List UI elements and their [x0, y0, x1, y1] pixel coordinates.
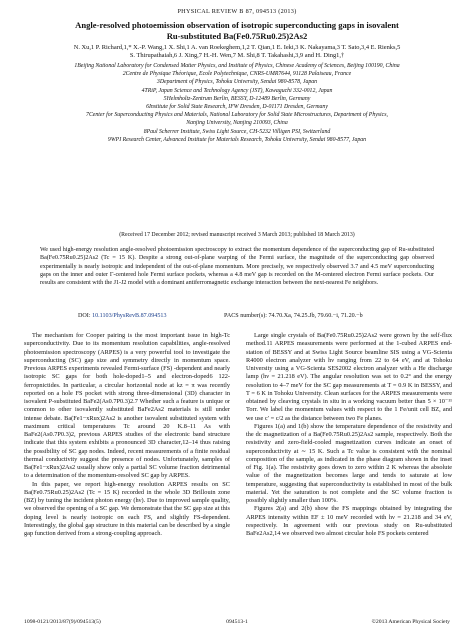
- footer-page-number: 094513-1: [226, 619, 248, 625]
- body-paragraph: Figures 1(a) and 1(b) show the temperature dependence of the resistivity and the dc magnetization of a Ba(Fe0.75Ru0.25)2As2 sample, respectively. Both the resistivity and zero-field-cooled magnetization curves indicate an onset of superconductivity at ∼ 15 K. Such a Tc value is consistent with the nominal composition of the sample, as indicated in the phase diagram shown in the inset of Fig. 1(a). The resistivity goes down to zero within 2 K whereas the absolute value of the magnetization becomes large and tends to saturate at low temperature, suggesting that superconductivity is established in most of the bulk material. Yet the saturation is not complete and the SC volume fraction is possibly slightly smaller than 100%.: [246, 422, 452, 504]
- title-line-1: Angle-resolved photoemission observation of isotropic superconducting gaps in isovalent: [75, 20, 399, 30]
- affiliation: 6Institute for Solid State Research, IFW Dresden, D-01171 Dresden, Germany: [146, 104, 328, 111]
- affiliation: 7Center for Superconducting Physics and Materials, National Laboratory for Solid State Microstructures, Department of Physics,: [86, 112, 388, 119]
- affiliation: 4TRiP, Japan Science and Technology Agency (JST), Kawaguchi 332-0012, Japan: [141, 87, 333, 94]
- affiliation: 9WPI Research Center, Advanced Institute for Materials Research, Tohoku University, Sendai 980-8577, Japan: [107, 136, 367, 143]
- body-paragraph: The mechanism for Cooper pairing is the most important issue in high-Tc superconductivity. Due to its momentum resolution capabilities, angle-resolved photoemission spectroscopy (ARPES) is a very powerful tool to investigate the superconducting (SC) gap size and symmetry directly in momentum space. Previous ARPES experiments revealed Fermi-surface (FS) -dependent and nearly isotropic SC gaps for both hole-doped1–5 and electron-doped6 122-ferropnictides. In particular, a circular horizontal node at kz = π was recently reported on a hole FS pocket with strong three-dimensional (3D) character in isovalent P-substituted BaFe2(As0.7P0.3)2.7 Whether such a feature is unique or common to other isovalently substituted BaFe2As2 materials is still under intense debate. Ba(Fe1−xRux)2As2 is another isovalent substituted system with maximum critical temperatures Tc around 20 K.8–11 As with BaFe2(As0.7P0.3)2, previous ARPES studies of the electronic band structure indicate that this system exhibits a pronounced 3D character,12–14 thus raising the possibility of SC gap nodes. Indeed, recent measurements of a finite residual thermal conductivity suggest the presence of nodes. Unfortunately, samples of Ba(Fe1−xRux)2As2 usually show only a partial SC volume fraction detrimental to a determination of the momentum-resolved SC gap by ARPES.: [24, 332, 230, 480]
- affiliation: Nanjing University, Nanjing 210093, China: [186, 120, 288, 127]
- authors-line-2: S. Thirupathaiah,6 J. Xing,7 H.-H. Wen,7 M. Shi,8 T. Takahashi,3,9 and H. Ding1,†: [129, 52, 345, 60]
- abstract: We used high-energy resolution angle-resolved photoemission spectroscopy to extract the momentum dependence of the superconducting gap of Ru-substituted Ba(Fe0.75Ru0.25)2As2 (Tc = 15 K). Despite a strong out-of-plane warping of the Fermi surface, the magnitude of the superconducting gap observed experimentally is nearly isotropic and independent of the out-of-plane momentum. More precisely, we respectively observed 3.7 and 4.5 meV superconducting gaps on the inner and outer Γ-centered hole Fermi surface pockets, whereas a 4.8 meV gap is recorded on the M-centered electron Fermi surface pockets. Our results are consistent with the J1-J2 model with a dominant antiferromagnetic exchange interaction between the next-nearest Fe neighbors.: [40, 247, 434, 287]
- authors-line-1: N. Xu,1 P. Richard,1,* X.-P. Wang,1 X. Shi,1 A. van Roekeghem,1,2 T. Qian,1 E. Ieki,3 K. Nakayama,3 T. Sato,3,4 E. Rienks,5: [73, 44, 401, 51]
- right-column: [246, 332, 452, 538]
- received-dates: (Received 17 December 2012; revised manuscript received 3 March 2013; published 18 March 2013): [119, 232, 355, 238]
- left-column: [24, 332, 230, 538]
- affiliations: [22, 62, 452, 144]
- body-paragraph: Figures 2(a) and 2(b) show the FS mappings obtained by integrating the ARPES intensity within EF ± 10 meV recorded with hν = 21.218 and 34 eV, respectively. In agreement with our previous study on Ru-substituted BaFe2As2,14 we observed two almost circular hole FS pockets centered: [246, 505, 452, 537]
- affiliation: 2Centre de Physique Théorique, Ecole Polytechnique, CNRS-UMR7644, 91128 Palaiseau, France: [122, 71, 352, 78]
- body-paragraph: In this paper, we report high-energy resolution ARPES results on SC Ba(Fe0.75Ru0.25)2As2 (Tc = 15 K) recorded in the whole 3D Brillouin zone (BZ) by tuning the incident photon energy (hν). Due to improved sample quality, we observed the opening of a SC gap. We demonstrate that the SC gap size at this doping level is nearly isotropic on each FS, and slightly FS-dependent. Interestingly, the global gap structure in this material can be described by a single gap function derived from a strong-coupling approach.: [24, 480, 230, 537]
- affiliation: 5Helmholtz-Zentrum Berlin, BESSY, D-12489 Berlin, Germany: [163, 95, 311, 102]
- doi-label: DOI:: [78, 313, 93, 319]
- paper-title: [30, 20, 444, 42]
- footer-copyright: ©2013 American Physical Society: [371, 619, 450, 625]
- doi-line: [78, 313, 167, 319]
- pacs-numbers: PACS number(s): 74.70.Xa, 74.25.Jb, 79.60.−i, 71.20.−b: [224, 313, 363, 319]
- body-paragraph: Large single crystals of Ba(Fe0.75Ru0.25)2As2 were grown by the self-flux method.11 ARPES measurements were performed at the 1-cubed ARPES end-station of BESSY and at Swiss Light Source beamline SIS using a VG-Scienta R4000 electron analyzer with hν ranging from 22 to 64 eV, and at Tohoku University using a VG-Scienta SES2002 electron analyzer with a He discharge lamp (hν = 21.218 eV). The angular resolution was set to 0.2° and the energy resolution to 4–7 meV for the SC gap measurements at T = 0.9 K in BESSY, and T = 6 K in Tohoku University. Clean surfaces for the ARPES measurements were obtained by cleaving crystals in situ in a working vacuum better than 5 × 10⁻¹¹ Torr. We label the momentum values with respect to the 1 Fe/unit cell BZ, and we use c′ = c/2 as the distance between two Fe planes.: [246, 332, 452, 422]
- affiliation: 8Paul Scherrer Institute, Swiss Light Source, CH-5232 Villigen PSI, Switzerland: [143, 128, 331, 135]
- affiliation: 1Beijing National Laboratory for Condensed Matter Physics, and Institute of Physics, Chinese Academy of Sciences, Beijing 100190, China: [74, 63, 400, 69]
- journal-header: PHYSICAL REVIEW B 87, 094513 (2013): [177, 8, 297, 15]
- footer-issn: 1098-0121/2013/87(9)/094513(5): [24, 619, 101, 625]
- title-line-2: Ru-substituted Ba(Fe0.75Ru0.25)2As2: [166, 31, 308, 41]
- doi-link[interactable]: 10.1103/PhysRevB.87.094513: [92, 313, 167, 319]
- affiliation: 3Department of Physics, Tohoku University, Sendai 980-8578, Japan: [156, 79, 318, 86]
- author-list: [22, 44, 452, 61]
